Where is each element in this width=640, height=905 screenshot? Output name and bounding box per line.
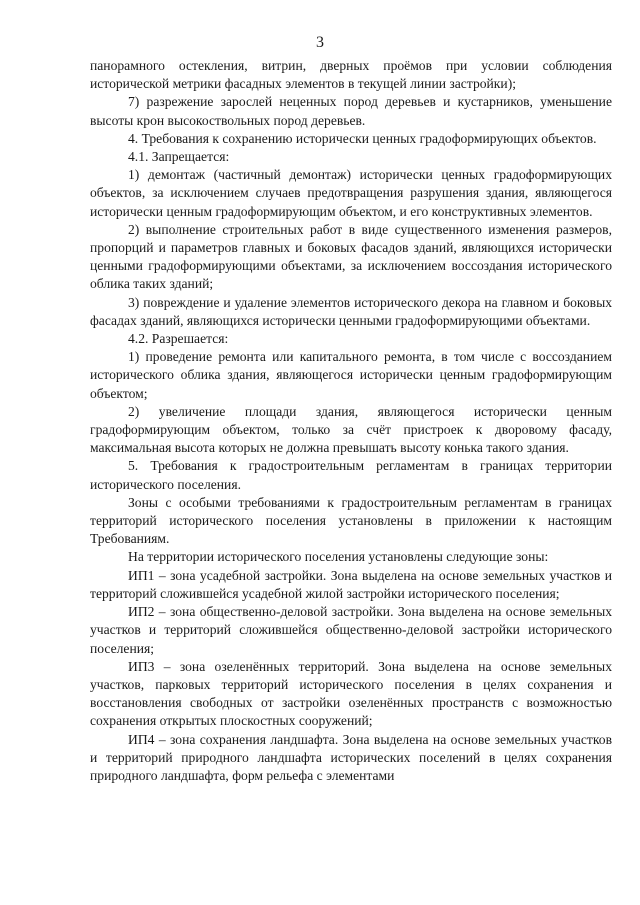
page-number: 3	[316, 34, 324, 51]
paragraph-zones-intro: Зоны с особыми требованиями к градостроительным регламентам в границах территорий исторического поселения установлены в приложении к настоящим Требованиям.	[90, 494, 612, 547]
paragraph-item-7: 7) разрежение зарослей неценных пород деревьев и кустарников, уменьшение высоты крон высокоствольных пород деревьев.	[90, 94, 612, 128]
paragraph-zone-ip3: ИП3 – зона озеленённых территорий. Зона выделена на основе земельных участков, парковых территорий исторического поселения в целях сохранения и восстановления свободных от застройки озеленённых пространств с возможностью сохранения открытых плоскостных сооружений;	[90, 658, 612, 729]
paragraph-zones-list-intro: На территории исторического поселения установлены следующие зоны:	[128, 549, 549, 565]
paragraph-4-1-item-1: 1) демонтаж (частичный демонтаж) исторически ценных градоформирующих объектов, за исключением случаев предотвращения разрушения здания, являющегося исторически ценным градоформирующим объектом, и его конструктивных элементов.	[90, 167, 612, 219]
paragraph-4-2-item-2: 2) увеличение площади здания, являющегося исторически ценным градоформирующим объектом, только за счёт пристроек к дворовому фасаду, максимальная высота которых не должна превышать высоту конька такого здания.	[90, 403, 612, 456]
paragraph-zone-ip1: ИП1 – зона усадебной застройки. Зона выделена на основе земельных участков и территорий сложившейся усадебной жилой застройки исторического поселения;	[90, 567, 612, 601]
paragraph-continuation: панорамного остекления, витрин, дверных проёмов при условии соблюдения исторической метрики фасадных элементов в текущей линии застройки);	[90, 58, 612, 92]
section-heading-4: 4. Требования к сохранению исторически ценных градоформирующих объектов.	[128, 130, 597, 146]
subsection-heading-4-2: 4.2. Разрешается:	[128, 331, 229, 347]
section-heading-5: 5. Требования к градостроительным регламентам в границах территории исторического поселения.	[90, 458, 612, 492]
paragraph-zone-ip4: ИП4 – зона сохранения ландшафта. Зона выделена на основе земельных участков и территорий природного ландшафта исторических поселений в целях сохранения природного ландшафта, форм рельефа с элементами	[90, 731, 612, 783]
paragraph-4-1-item-3: 3) повреждение и удаление элементов исторического декора на главном и боковых фасадах зданий, являющихся исторически ценными градоформирующими объектами.	[90, 294, 612, 328]
paragraph-4-2-item-1: 1) проведение ремонта или капитального ремонта, в том числе с воссозданием исторического облика здания, являющегося исторически ценным градоформирующим объектом;	[90, 349, 612, 401]
paragraph-4-1-item-2: 2) выполнение строительных работ в виде существенного изменения размеров, пропорций и параметров главных и боковых фасадов зданий, являющихся исторически ценными градоформирующими объектами, за исключением воссоздания исторического облика таких зданий;	[90, 221, 612, 292]
paragraph-zone-ip2: ИП2 – зона общественно-деловой застройки. Зона выделена на основе земельных участков и территорий сложившейся общественно-деловой застройки исторического поселения;	[90, 604, 612, 656]
document-body	[90, 57, 612, 785]
subsection-heading-4-1: 4.1. Запрещается:	[128, 149, 230, 165]
